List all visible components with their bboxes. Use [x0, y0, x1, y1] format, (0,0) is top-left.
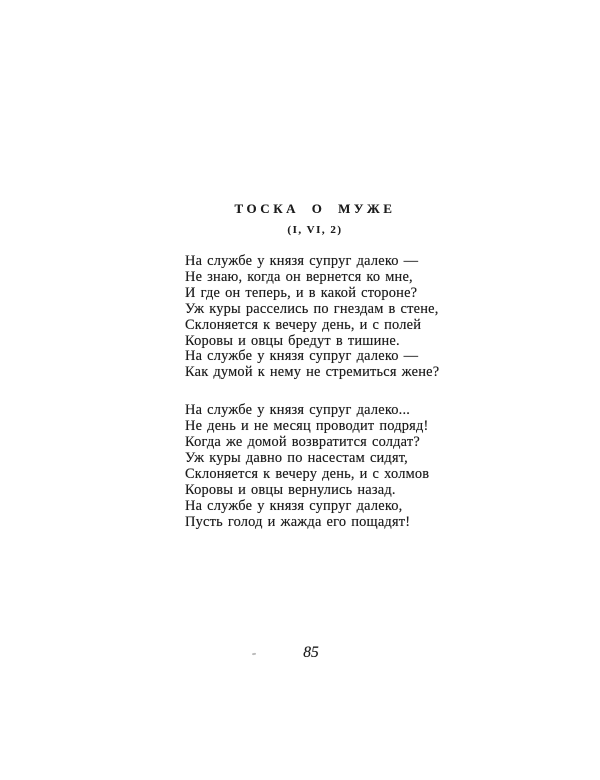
poem-line: На службе у князя супруг далеко, — [185, 497, 403, 514]
poem-subtitle: (I, VI, 2) — [287, 224, 343, 236]
poem-line: Как думой к нему не стремиться жене? — [185, 364, 440, 381]
poem-line: Уж куры давно по насестам сидят, — [185, 449, 408, 466]
poem-body — [185, 254, 439, 531]
poem-title: ТОСКА О МУЖЕ — [234, 201, 396, 216]
poem-line: Уж куры расселись по гнездам в стене, — [185, 300, 439, 317]
poem-line: На службе у князя супруг далеко — — [185, 253, 419, 269]
poem-line: На службе у князя супруг далеко... — [185, 402, 411, 419]
poem-line: Не день и не месяц проводит подряд! — [185, 418, 429, 435]
poem-line: И где он теперь, и в какой стороне? — [185, 284, 418, 301]
poem-line: Коровы и овцы бредут в тишине. — [185, 332, 400, 349]
poem-line: На службе у князя супруг далеко — — [185, 348, 419, 365]
poem-line: Коровы и овцы вернулись назад. — [185, 481, 396, 498]
poem-stanza-1 — [185, 254, 439, 381]
poem-line: Не знаю, когда он вернется ко мне, — [185, 268, 413, 285]
poem-line: Когда же домой возвратится солдат? — [185, 434, 420, 451]
page-number: 85 — [303, 644, 319, 661]
poem-stanza-2 — [185, 403, 439, 530]
poem-line: Склоняется к вечеру день, и с полей — [185, 316, 422, 333]
poem-line: Пусть голод и жажда его пощадят! — [185, 513, 411, 530]
poem-line: Склоняется к вечеру день, и с холмов — [185, 465, 430, 482]
